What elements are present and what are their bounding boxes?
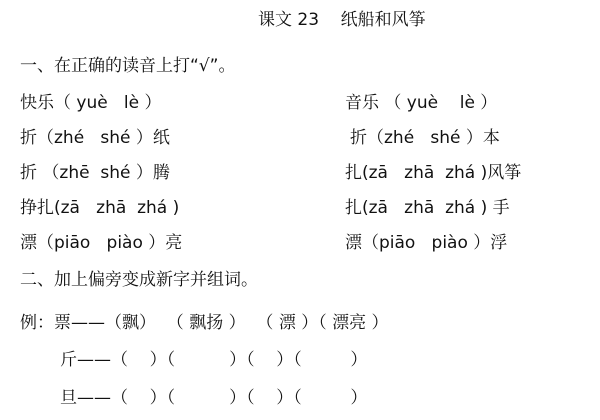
item-zheteng: 折 （zhē shé ）腾 [20,163,170,183]
example-row: 例：票——（飘） （ 飘扬 ） （ 漂 ）（ 漂亮 ） [20,313,389,333]
item-yinyue: 音乐 （ yuè lè ） [345,93,498,113]
section1-heading: 一、在正确的读音上打“√”。 [20,56,236,76]
exercise-row-jin: 斤——（ ）（ ）（ ）（ ） [60,350,368,370]
section2-heading: 二、加上偏旁变成新字并组词。 [20,270,258,290]
item-zha-fengzheng: 扎(zā zhā zhá )风筝 [345,163,522,183]
item-zhezhi: 折（zhé shé ）纸 [20,128,170,148]
item-piaofu: 漂（piāo piào ）浮 [345,233,508,253]
item-zha-shou: 扎(zā zhā zhá ) 手 [345,198,510,218]
item-zhengzha: 挣扎(zā zhā zhá ) [20,198,180,218]
page-title: 课文 23 纸船和风筝 [258,10,426,30]
item-kuaile: 快乐（ yuè lè ） [20,93,162,113]
item-piaoliang: 漂（piāo piào ）亮 [20,233,183,253]
exercise-row-dan: 旦——（ ）（ ）（ ）（ ） [60,388,368,408]
item-zheben: 折（zhé shé ）本 [350,128,500,148]
